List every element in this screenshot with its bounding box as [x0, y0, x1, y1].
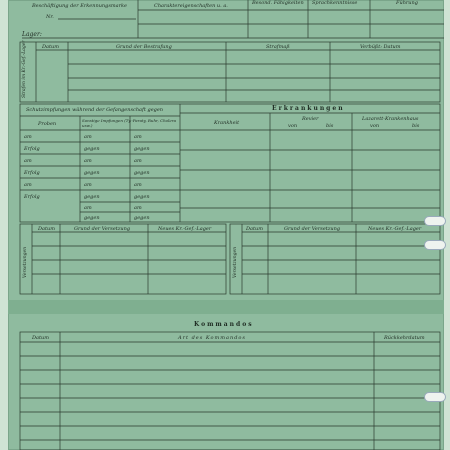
impf-row-6-a: Erfolg — [24, 194, 40, 200]
vers-right-grund: Grund der Versetzung — [284, 226, 341, 232]
vers-right-datum: Datum — [246, 226, 263, 232]
lazarett-von: von — [370, 123, 380, 129]
strafen-grund-header: Grund der Bestrafung — [116, 44, 172, 50]
strafmass-header: Strafmaß — [266, 44, 290, 50]
vers-left-grund: Grund der Versetzung — [74, 226, 131, 232]
charakter-label: Charaktereigenschaften u. a. — [154, 3, 228, 9]
impf-row-7-c: am — [134, 205, 142, 211]
vers-right-neues: Neues Kr.-Gef.-Lager — [368, 226, 422, 232]
binder-hole-3 — [424, 392, 446, 402]
revier-header: Revier — [302, 116, 319, 122]
impf-row-3-c: am — [134, 158, 142, 164]
impf-row-4-b: gegen — [84, 170, 100, 176]
strafen-datum-header: Datum — [42, 44, 59, 50]
lazarett-header: Lazarett-Krankenhaus — [362, 116, 419, 122]
impf-row-8-b: gegen — [84, 215, 100, 221]
lager-label: Lager: — [22, 31, 42, 38]
sonstige-header: Sonstige Impfungen (Ty.-Paraty, Ruhr, Cholera usw.) — [82, 118, 177, 128]
impfungen-title: Schutzimpfungen während der Gefangenschaft gegen — [26, 107, 164, 113]
impf-row-5-c: am — [134, 182, 142, 188]
strafen-side-label: Strafen im Kr.-Gef.-Lager — [22, 40, 27, 98]
erkrankungen-title: Erkrankungen — [272, 105, 345, 112]
impf-row-7-b: am — [84, 205, 92, 211]
impf-row-3-b: am — [84, 158, 92, 164]
verbuesst-header: Verbüßt: Datum — [360, 44, 401, 50]
fuehrung-label: Führung — [396, 0, 418, 6]
form-grid — [8, 0, 444, 450]
sprachen-label: Sprachkenntnisse — [312, 0, 358, 6]
vers-left-neues: Neues Kr.-Gef.-Lager — [158, 226, 212, 232]
krankheit-header: Krankheit — [214, 120, 240, 126]
rueckkehr-header: Rückkehrdatum — [384, 335, 425, 341]
record-card — [8, 0, 444, 450]
impf-row-4-a: Erfolg — [24, 170, 40, 176]
impf-row-1-a: am — [24, 134, 32, 140]
impf-row-5-b: am — [84, 182, 92, 188]
impf-row-6-b: gegen — [84, 194, 100, 200]
proben-header: Proben — [38, 121, 57, 127]
kommandos-art-header: Art des Kommandos — [178, 335, 246, 341]
impf-row-1-b: am — [84, 134, 92, 140]
impf-row-3-a: am — [24, 158, 32, 164]
faehigkeiten-label: Besond. Fähigkeiten — [252, 0, 304, 6]
versetzungen-side-right: Versetzungen — [233, 246, 238, 278]
binder-hole-1 — [424, 216, 446, 226]
nr-label: Nr. — [46, 14, 54, 20]
revier-von: von — [288, 123, 298, 129]
beschaeftigung-label: Beschäftigung der Erkennungsmarke — [32, 3, 128, 9]
revier-bis: bis — [326, 123, 334, 129]
impf-row-8-c: gegen — [134, 215, 150, 221]
impf-row-4-c: gegen — [134, 170, 150, 176]
versetzungen-side-left: Versetzungen — [23, 246, 28, 278]
impf-row-2-c: gegen — [134, 146, 150, 152]
impf-row-5-a: am — [24, 182, 32, 188]
impf-row-6-c: gegen — [134, 194, 150, 200]
lazarett-bis: bis — [412, 123, 420, 129]
binder-hole-2 — [424, 240, 446, 250]
impf-row-2-b: gegen — [84, 146, 100, 152]
impf-row-2-a: Erfolg — [24, 146, 40, 152]
vers-left-datum: Datum — [38, 226, 55, 232]
kommandos-title: Kommandos — [194, 321, 254, 328]
kommandos-datum-header: Datum — [32, 335, 49, 341]
impf-row-1-c: am — [134, 134, 142, 140]
